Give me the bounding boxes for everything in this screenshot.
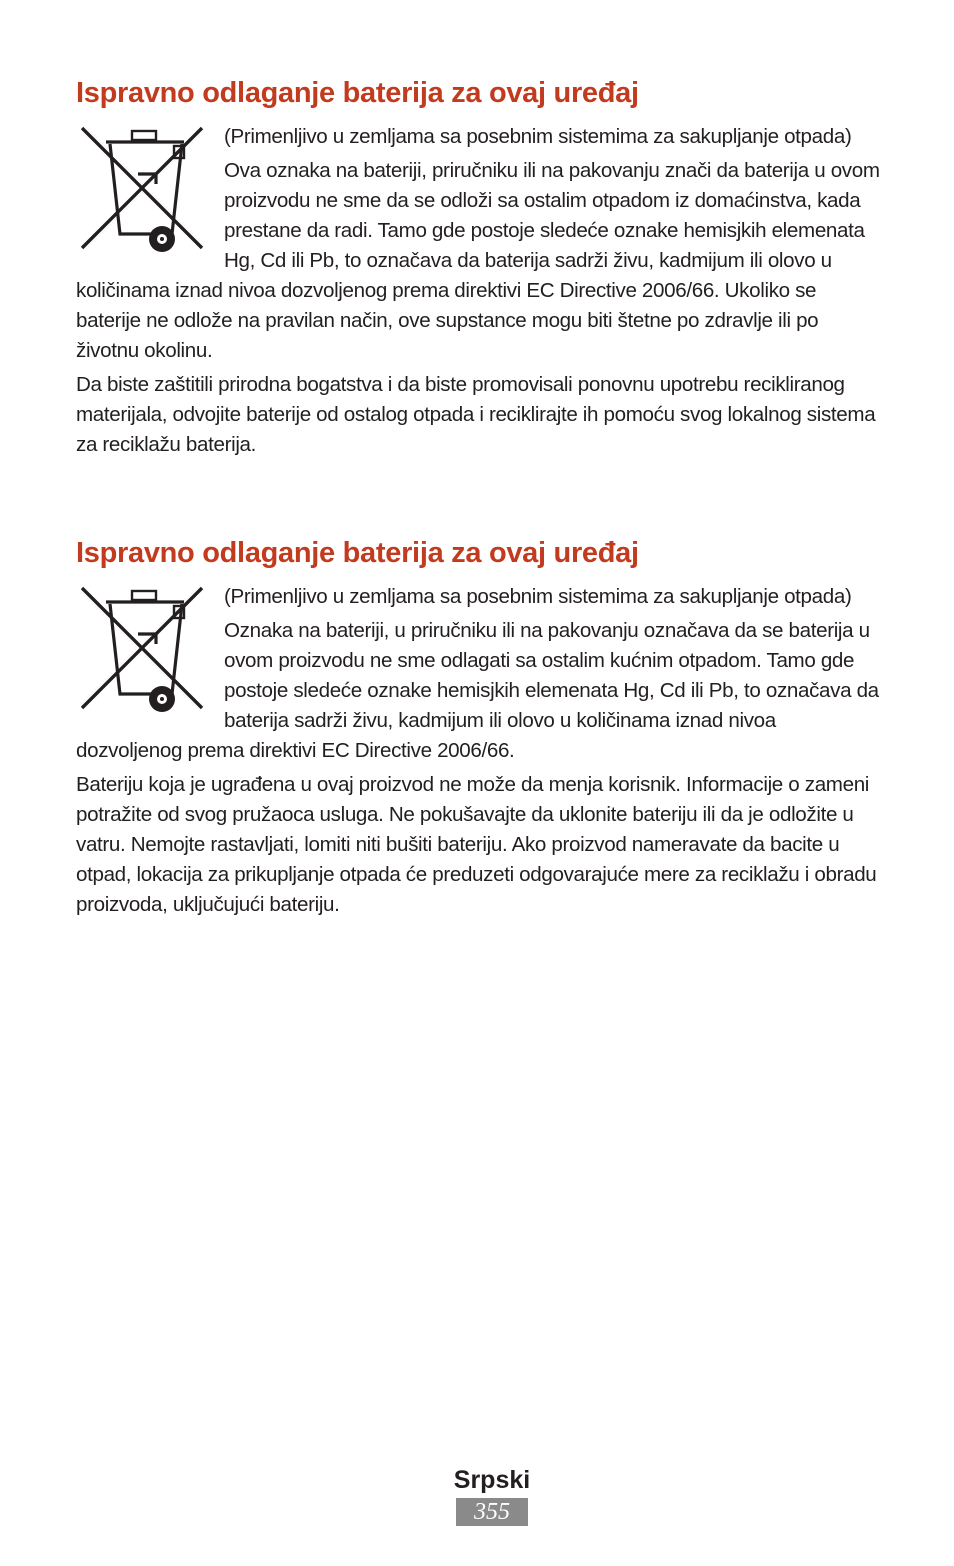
battery-disposal-section-2 — [76, 536, 886, 924]
battery-disposal-section-1 — [76, 76, 886, 464]
body-paragraph: Bateriju koja je ugrađena u ovaj proizvod ne može da menja korisnik. Informacije o zameni potražite od svog pružaoca usluga. Ne pokušavajte da uklonite bateriju ili da je odložite u vatru. Nemojte rastavljati, lomiti niti bušiti bateriju. Ako proizvod nameravate da bacite u otpad, lokacija za prikupljanje otpada će preduzeti odgovarajuće mere za reciklažu i obradu proizvoda, uključujući bateriju. — [76, 773, 877, 916]
crossed-out-wheeled-bin-icon — [76, 582, 210, 714]
footer-language: Srpski — [453, 1466, 531, 1494]
section-heading: Ispravno odlaganje baterija za ovaj uređaj — [76, 77, 639, 109]
crossed-out-wheeled-bin-icon — [76, 122, 210, 254]
page-footer — [0, 1464, 954, 1526]
applicability-note: (Primenljivo u zemljama sa posebnim sistemima za sakupljanje otpada) — [224, 585, 852, 608]
body-paragraph: Oznaka na bateriji, u priručniku ili na pakovanju označava da se baterija u ovom proizvodu ne sme odlagati sa ostalim kućnim otpadom. Tamo gde postoje sledeće oznake hemisjkih elemenata Hg, Cd ili Pb, to označava da baterija sadrži živu, kadmijum ili olovo u količinama iznad nivoa dozvoljenog prema direktivi EC Directive 2006/66. — [76, 619, 879, 762]
body-paragraph: Ova oznaka na bateriji, priručniku ili na pakovanju znači da baterija u ovom proizvodu ne sme da se odloži sa ostalim otpadom iz domaćinstva, kada prestane da radi. Tamo gde postoje sledeće oznake hemisjkih elemenata Hg, Cd ili Pb, to označava da baterija sadrži živu, kadmijum ili olovo u količinama iznad nivoa dozvoljenog prema direktivi EC Directive 2006/66. Ukoliko se baterije ne odlože na pravilan način, ove supstance mogu biti štetne po zdravlje ili po životnu okolinu. — [76, 159, 880, 362]
page-number: 355 — [456, 1498, 528, 1526]
section-heading: Ispravno odlaganje baterija za ovaj uređaj — [76, 537, 639, 569]
applicability-note: (Primenljivo u zemljama sa posebnim sistemima za sakupljanje otpada) — [224, 125, 852, 148]
body-paragraph: Da biste zaštitili prirodna bogatstva i da biste promovisali ponovnu upotrebu recikliranog materijala, odvojite baterije od ostalog otpada i reciklirajte ih pomoću svog lokalnog sistema za reciklažu baterija. — [76, 373, 876, 456]
